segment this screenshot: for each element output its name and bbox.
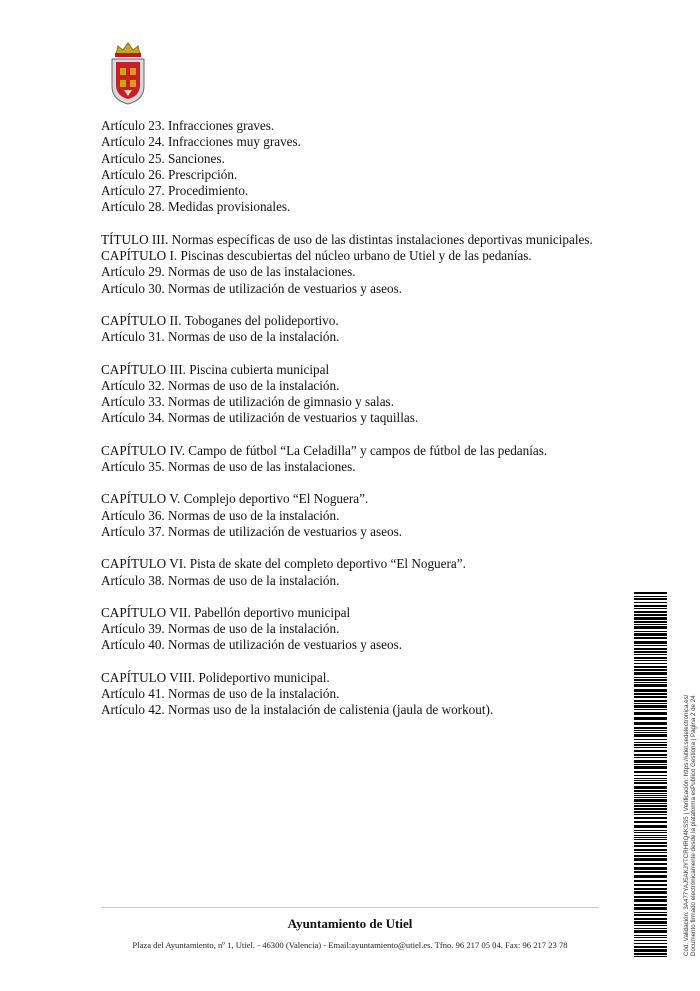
barcode-bar — [634, 722, 667, 725]
barcode-image — [634, 592, 667, 957]
barcode-bar — [634, 896, 667, 898]
article-37: Artículo 37. Normas de utilización de vestuarios y aseos. — [101, 523, 403, 539]
barcode-bar — [634, 754, 667, 756]
barcode-bar — [634, 689, 667, 692]
barcode-bar — [634, 775, 667, 776]
document-body — [101, 118, 601, 719]
barcode-bar — [634, 956, 667, 957]
barcode-bar — [634, 793, 667, 794]
barcode-bar — [634, 780, 667, 781]
barcode-bar — [634, 764, 667, 765]
barcode-bar — [634, 852, 667, 853]
capitulo-iv-articles — [101, 459, 601, 475]
capitulo-vii-heading: CAPÍTULO VII. Pabellón deportivo municipal — [101, 604, 351, 620]
barcode-bar — [634, 790, 667, 792]
barcode-bar — [634, 875, 667, 878]
articles-list-top — [101, 118, 601, 216]
barcode-bar — [634, 739, 667, 740]
barcode-bar — [634, 797, 667, 798]
article-27: Artículo 27. Procedimiento. — [101, 183, 249, 199]
verification-code: Cód. Validación: 3A477YAJ5AKJYTCRHRQ4KSS5 | Verificación: https://utiel.sedelectronica.es/ — [683, 694, 690, 956]
barcode-bar — [634, 742, 667, 743]
barcode-bar — [634, 605, 667, 607]
barcode-bar — [634, 928, 667, 929]
barcode-bar — [634, 608, 667, 609]
article-25: Artículo 25. Sanciones. — [101, 150, 225, 166]
barcode-bar — [634, 821, 667, 823]
article-36: Artículo 36. Normas de uso de la instalación. — [101, 507, 340, 523]
barcode-bar — [634, 727, 667, 729]
barcode-bar — [634, 663, 667, 664]
barcode-bar — [634, 837, 667, 838]
barcode-bar — [634, 930, 667, 933]
barcode-bar — [634, 760, 667, 763]
barcode-bar — [634, 891, 667, 894]
barcode-bar — [634, 888, 667, 890]
barcode-bar — [634, 808, 667, 810]
footer-address: Plaza del Ayuntamiento, nº 1, Utiel. - 46300 (Valencia) - Email:ayuntamiento@utiel.es. Tfno. 96 217 05 04. Fax: 96 217 23 78 — [132, 940, 568, 950]
barcode-bar — [634, 621, 667, 623]
titulo-iii-heading: TÍTULO III. Normas específicas de uso de las distintas instalaciones deportivas municipales. — [101, 231, 593, 247]
barcode-bar — [634, 682, 667, 683]
article-31: Artículo 31. Normas de uso de la instalación. — [101, 329, 340, 345]
barcode-bar — [634, 730, 667, 731]
verification-text — [683, 695, 698, 956]
barcode-bar — [634, 880, 667, 882]
barcode-bar — [634, 684, 667, 687]
barcode-bar — [634, 849, 667, 851]
article-26: Artículo 26. Prescripción. — [101, 166, 238, 182]
barcode-bar — [634, 657, 667, 659]
barcode-bar — [634, 624, 667, 625]
barcode-bar — [634, 871, 667, 873]
article-33: Artículo 33. Normas de utilización de gimnasio y salas. — [101, 394, 394, 410]
capitulo-v-heading: CAPÍTULO V. Complejo deportivo “El Noguera”. — [101, 491, 369, 507]
barcode-bar — [634, 937, 667, 938]
barcode-bar — [634, 799, 667, 802]
barcode-bar — [634, 803, 667, 804]
barcode-bar — [634, 940, 667, 941]
barcode-bar — [634, 677, 667, 678]
barcode-bar — [634, 592, 667, 594]
article-24: Artículo 24. Infracciones muy graves. — [101, 134, 301, 150]
barcode-bar — [634, 679, 667, 681]
barcode-bar — [634, 626, 667, 629]
capitulo-iv-heading: CAPÍTULO IV. Campo de fútbol “La Celadilla” y campos de fútbol de las pedanías. — [101, 442, 548, 458]
barcode-bar — [634, 884, 667, 886]
barcode-bar — [634, 925, 667, 926]
barcode-bar — [634, 899, 667, 902]
barcode-bar — [634, 614, 667, 616]
article-32: Artículo 32. Normas de uso de la instalación. — [101, 377, 340, 393]
capitulo-vi-articles — [101, 573, 601, 589]
barcode-bar — [634, 712, 667, 715]
barcode-bar — [634, 782, 667, 784]
article-42: Artículo 42. Normas uso de la instalación de calistenia (jaula de workout). — [101, 702, 494, 718]
capitulo-v-articles — [101, 508, 601, 541]
barcode-bar — [634, 863, 667, 865]
barcode-bar — [634, 654, 667, 655]
barcode-bar — [634, 596, 667, 597]
barcode-bar — [634, 631, 667, 632]
capitulo-i-articles — [101, 264, 601, 297]
barcode-bar — [634, 672, 667, 675]
barcode-bar — [634, 611, 667, 613]
barcode-bar — [634, 750, 667, 752]
barcode-bar — [634, 795, 667, 796]
barcode-bar — [634, 949, 667, 952]
capitulo-i-heading: CAPÍTULO I. Piscinas descubiertas del núcleo urbano de Utiel y de las pedanías. — [101, 248, 532, 264]
capitulo-ii-heading: CAPÍTULO II. Toboganes del polideportivo. — [101, 312, 339, 328]
barcode-bar — [634, 669, 667, 671]
footer-title: Ayuntamiento de Utiel — [287, 916, 413, 931]
article-23: Artículo 23. Infracciones graves. — [101, 118, 275, 133]
barcode-bar — [634, 705, 667, 708]
barcode-bar — [634, 617, 667, 620]
article-28: Artículo 28. Medidas provisionales. — [101, 199, 291, 215]
article-41: Artículo 41. Normas de uso de la instalación. — [101, 686, 340, 702]
barcode-bar — [634, 732, 667, 733]
barcode-bar — [634, 666, 667, 668]
barcode-bar — [634, 943, 667, 944]
barcode-bar — [634, 717, 667, 720]
barcode-bar — [634, 693, 667, 695]
barcode-bar — [634, 700, 667, 702]
barcode-bar — [634, 830, 667, 831]
article-29: Artículo 29. Normas de uso de las instalaciones. — [101, 264, 356, 280]
barcode-bar — [634, 921, 667, 924]
capitulo-ii-articles — [101, 329, 601, 345]
barcode-bar — [634, 651, 667, 653]
barcode-bar — [634, 832, 667, 833]
article-34: Artículo 34. Normas de utilización de vestuarios y taquillas. — [101, 410, 419, 426]
barcode-bar — [634, 598, 667, 600]
barcode-bar — [634, 835, 667, 836]
barcode-bar — [634, 805, 667, 807]
barcode-bar — [634, 709, 667, 710]
barcode-bar — [634, 696, 667, 698]
barcode-bar — [634, 817, 667, 819]
barcode-bar — [634, 648, 667, 650]
article-40: Artículo 40. Normas de utilización de vestuarios y aseos. — [101, 637, 403, 653]
barcode-bar — [634, 814, 667, 815]
barcode-bar — [634, 771, 667, 773]
barcode-bar — [634, 757, 667, 758]
article-39: Artículo 39. Normas de uso de la instalación. — [101, 621, 340, 637]
barcode-bar — [634, 633, 667, 636]
capitulo-vi-heading: CAPÍTULO VI. Pista de skate del completo deportivo “El Noguera”. — [101, 556, 466, 572]
article-38: Artículo 38. Normas de uso de la instalación. — [101, 572, 340, 588]
barcode-bar — [634, 703, 667, 704]
barcode-bar — [634, 904, 667, 906]
barcode-bar — [634, 845, 667, 847]
barcode-bar — [634, 825, 667, 828]
barcode-bar — [634, 935, 667, 936]
barcode-bar — [634, 946, 667, 948]
article-35: Artículo 35. Normas de uso de las instalaciones. — [101, 459, 356, 475]
barcode-bar — [634, 747, 667, 748]
barcode-bar — [634, 867, 667, 870]
barcode-bar — [634, 912, 667, 913]
barcode-bar — [634, 744, 667, 746]
capitulo-viii-articles — [101, 686, 601, 719]
capitulo-iii-heading: CAPÍTULO III. Piscina cubierta municipal — [101, 361, 330, 377]
barcode-bar — [634, 855, 667, 857]
barcode-bar — [634, 660, 667, 661]
barcode-bar — [634, 858, 667, 861]
barcode-bar — [634, 602, 667, 603]
barcode-bar — [634, 842, 667, 844]
capitulo-iii-articles — [101, 378, 601, 427]
barcode-bar — [634, 953, 667, 955]
barcode-bar — [634, 778, 667, 779]
barcode-bar — [634, 918, 667, 920]
barcode-bar — [634, 914, 667, 916]
barcode-bar — [634, 907, 667, 910]
barcode-bar — [634, 641, 667, 644]
verification-signature-note: Documento firmado electrónicamente desde la plataforma esPublico Gestiona | Página 2 de 24 — [690, 695, 698, 956]
barcode-bar — [634, 734, 667, 737]
capitulo-viii-heading: CAPÍTULO VIII. Polideportivo municipal. — [101, 669, 330, 685]
barcode-bar — [634, 637, 667, 639]
barcode-bar — [634, 786, 667, 789]
barcode-bar — [634, 839, 667, 840]
capitulo-vii-articles — [101, 621, 601, 654]
article-30: Artículo 30. Normas de utilización de vestuarios y aseos. — [101, 280, 403, 296]
footer-divider — [101, 907, 599, 908]
coat-of-arms-logo — [104, 40, 152, 108]
barcode-bar — [634, 766, 667, 769]
barcode-bar — [634, 811, 667, 813]
barcode-bar — [634, 645, 667, 646]
